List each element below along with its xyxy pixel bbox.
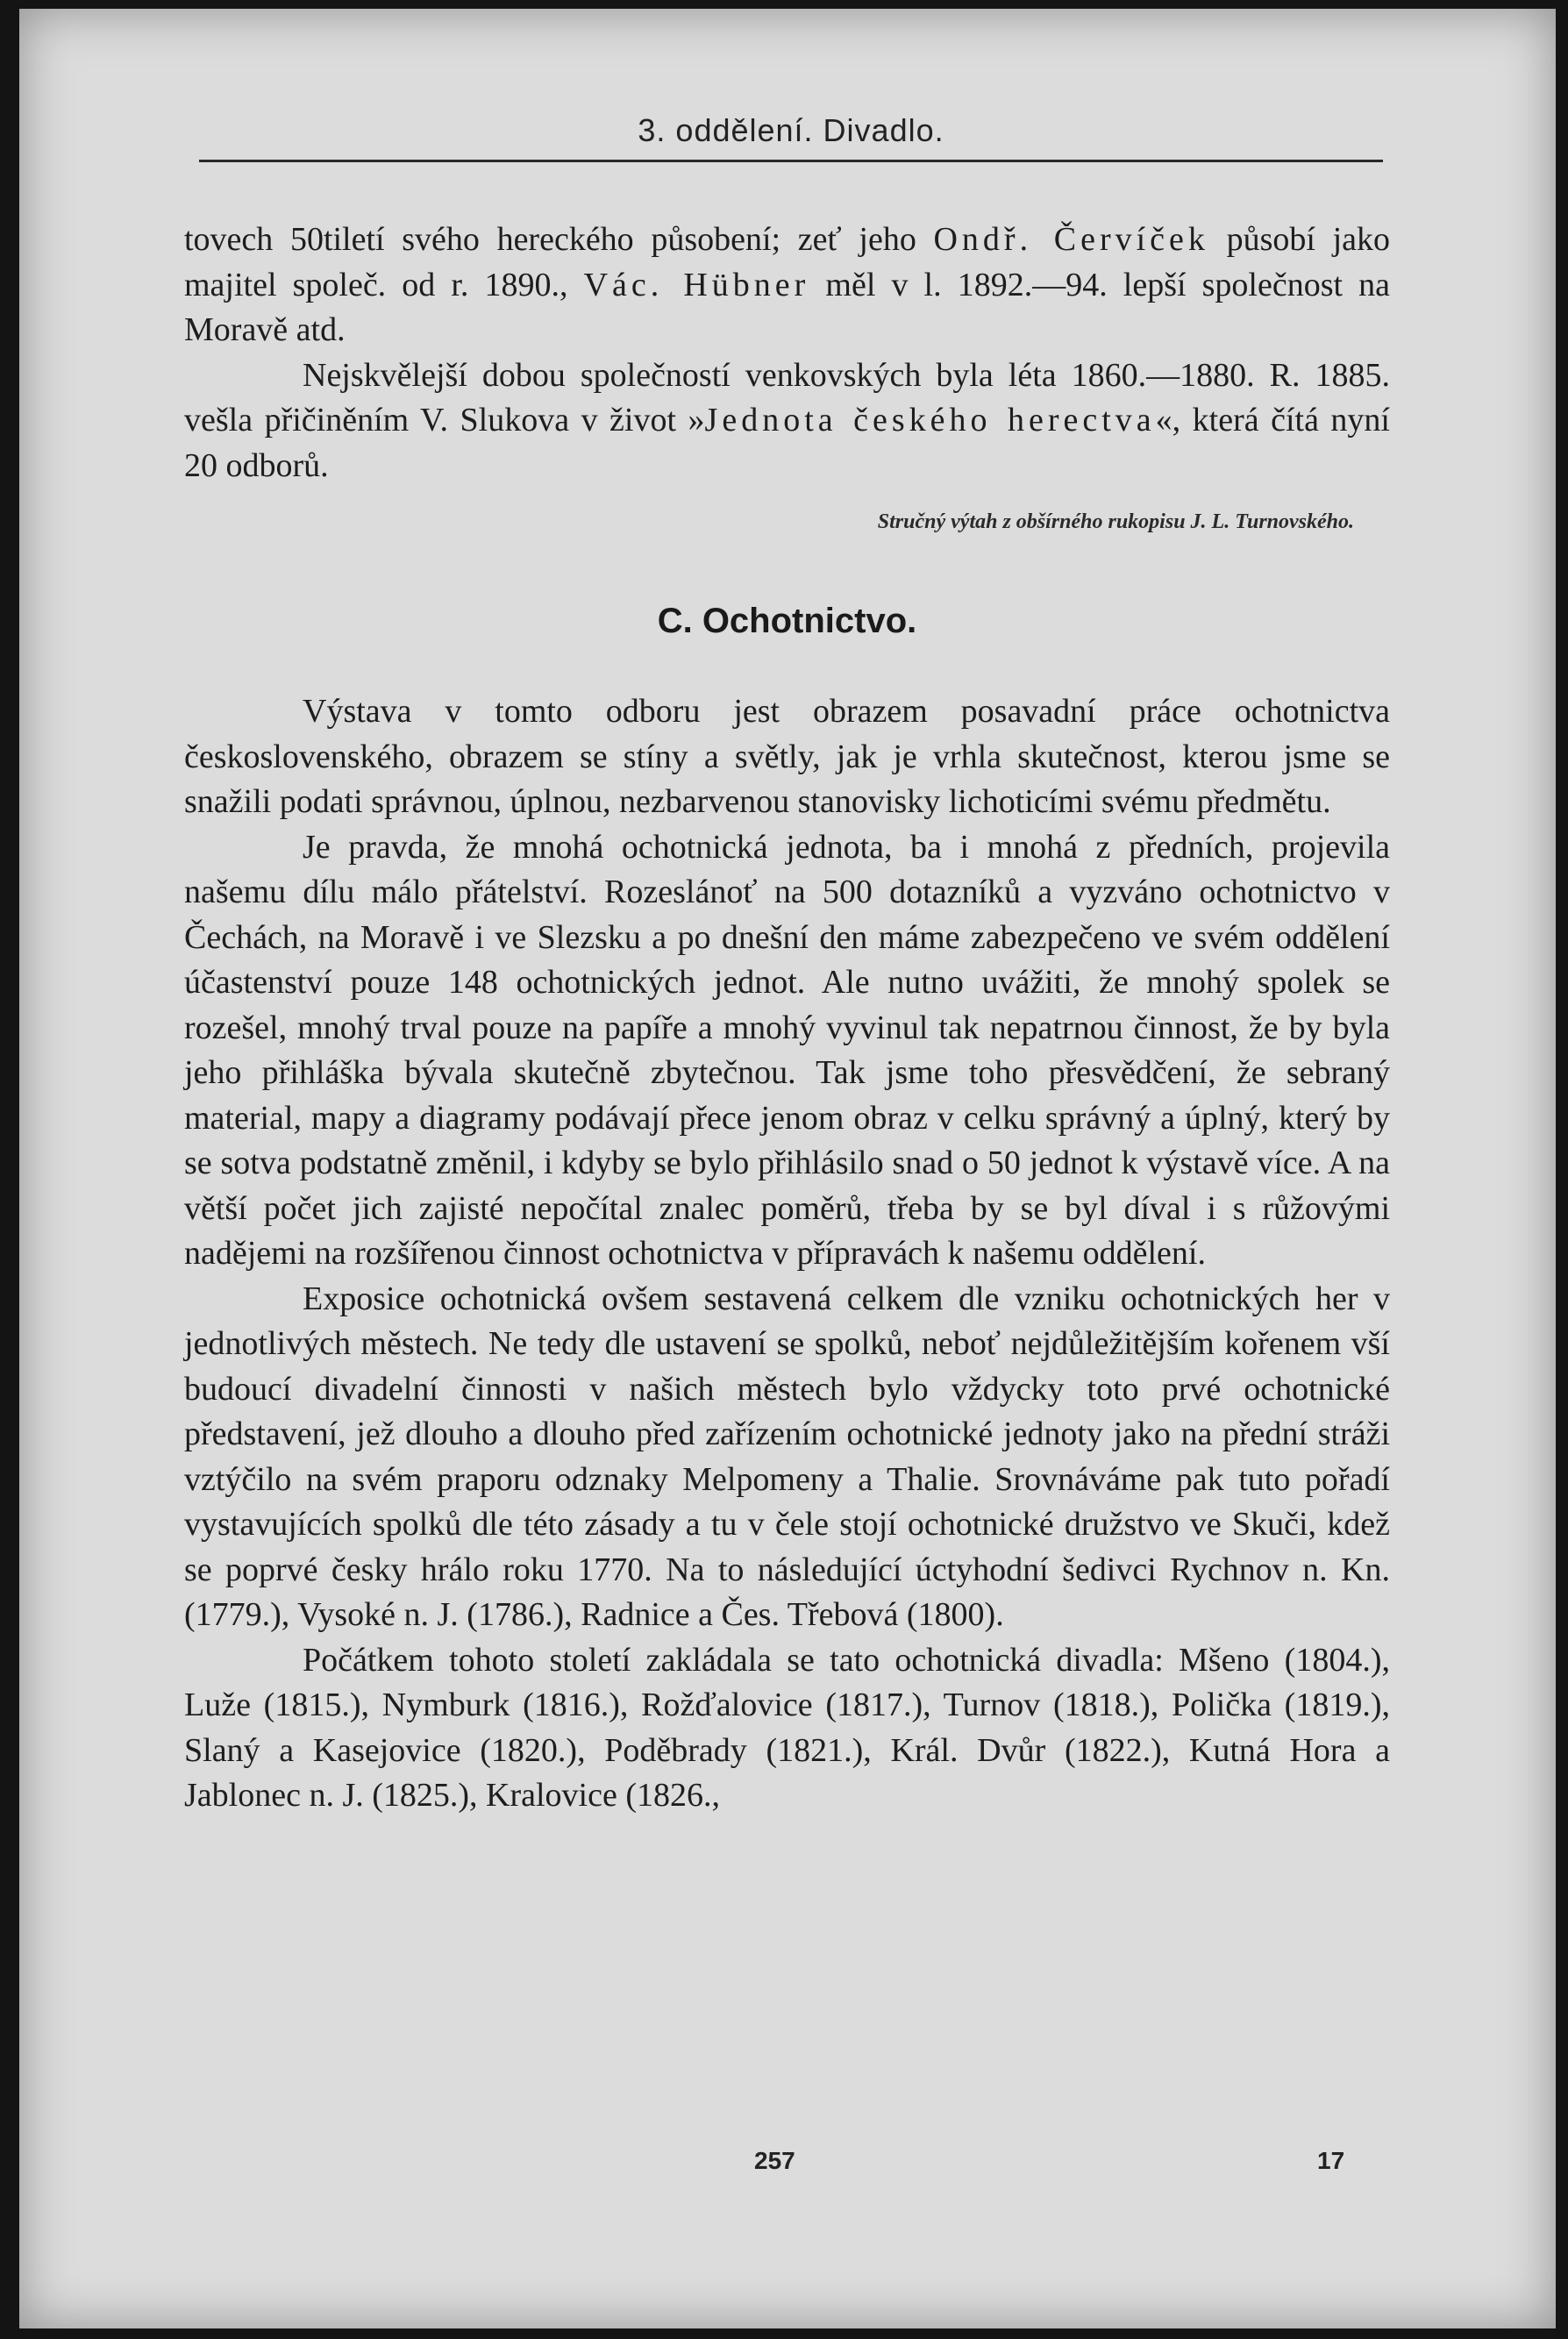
section-title: C. Ochotnictvo. (657, 602, 917, 640)
running-head: 3. oddělení. Divadlo. (638, 112, 944, 148)
name-jednota: Jednota českého herectva (704, 402, 1156, 439)
attribution-note: Stručný výtah z obšírného rukopisu J. L. Turnovského. (877, 510, 1354, 533)
section-body (184, 689, 1390, 1819)
book-page (19, 9, 1556, 2328)
header-rule (199, 160, 1383, 162)
intro-paragraph-2: Nejskvělejší dobou společností venkovských byla léta 1860.—1880. R. 1885. vešla přičiněním V. Slukova v život »Jednota českého herectva«, která čítá nyní 20 odborů. (184, 356, 1390, 484)
body-paragraph: Výstava v tomto odboru jest obrazem posavadní práce ochotnictva československého, obrazem se stíny a světly, jak je vrhla skutečnost, kterou jsme se snažili podati správnou, úplnou, nezbarvenou stanovisky lichoticími svému předmětu. (184, 693, 1390, 820)
page-number: 257 (754, 2147, 795, 2174)
sheet-number: 17 (1317, 2147, 1345, 2174)
body-paragraph: Je pravda, že mnohá ochotnická jednota, ba i mnohá z předních, projevila našemu dílu málo přátelství. Rozeslánoť na 500 dotazníků a vyzváno ochotnictvo v Čechách, na Moravě i ve Slezsku a po dnešní den máme zabezpečeno ve svém oddělení účastenství pouze 148 ochotnických jednot. Ale nutno uvážiti, že mnohý spolek se rozešel, mnohý trval pouze na papíře a mnohý vyvinul tak nepatrnou činnost, že by byla jeho přihláška bývala skutečně zbytečnou. Tak jsme toho přesvědčení, že sebraný material, mapy a diagramy podávají přece jenom obraz v celku správný a úplný, který by se sotva podstatně změnil, i kdyby se bylo přihlásilo snad o 50 jednot k výstavě více. A na větší počet jich zajisté nepočítal znalec poměrů, třeba by se byl díval i s růžovými nadějemi na rozšířenou činnost ochotnictva v přípravách k našemu oddělení. (184, 828, 1390, 1272)
intro-text (184, 217, 1390, 488)
name-hubner: Vác. Hübner (583, 266, 810, 303)
name-cervicek: Ondř. Červíček (933, 221, 1209, 258)
body-paragraph: Exposice ochotnická ovšem sestavená celkem dle vzniku ochotnických her v jednotlivých městech. Ne tedy dle ustavení se spolků, neboť nejdůležitějším kořenem vší budoucí divadelní činnosti v našich městech bylo vždycky toto prvé ochotnické představení, jež dlouho a dlouho před zařízením ochotnické jednoty jako na přední stráži vztýčilo na svém praporu odznaky Melpomeny a Thalie. Srovnáváme pak tuto pořadí vystavujících spolků dle této zásady a tu v čele stojí ochotnické družstvo ve Skuči, kdež se poprvé česky hrálo roku 1770. Na to následující úctyhodní šedivci Rychnov n. Kn. (1779.), Vysoké n. J. (1786.), Radnice a Čes. Třebová (1800). (184, 1280, 1390, 1633)
body-paragraph: Počátkem tohoto století zakládala se tato ochotnická divadla: Mšeno (1804.), Luže (1815.), Nymburk (1816.), Rožďalovice (1817.), Turnov (1818.), Polička (1819.), Slaný a Kasejovice (1820.), Poděbrady (1821.), Král. Dvůr (1822.), Kutná Hora a Jablonec n. J. (1825.), Kralovice (1826., (184, 1641, 1390, 1814)
intro-paragraph-1: tovech 50tiletí svého hereckého působení; zeť jeho Ondř. Červíček působí jako majitel společ. od r. 1890., Vác. Hübner měl v l. 1892.—94. lepší společnost na Moravě atd. (184, 221, 1391, 348)
